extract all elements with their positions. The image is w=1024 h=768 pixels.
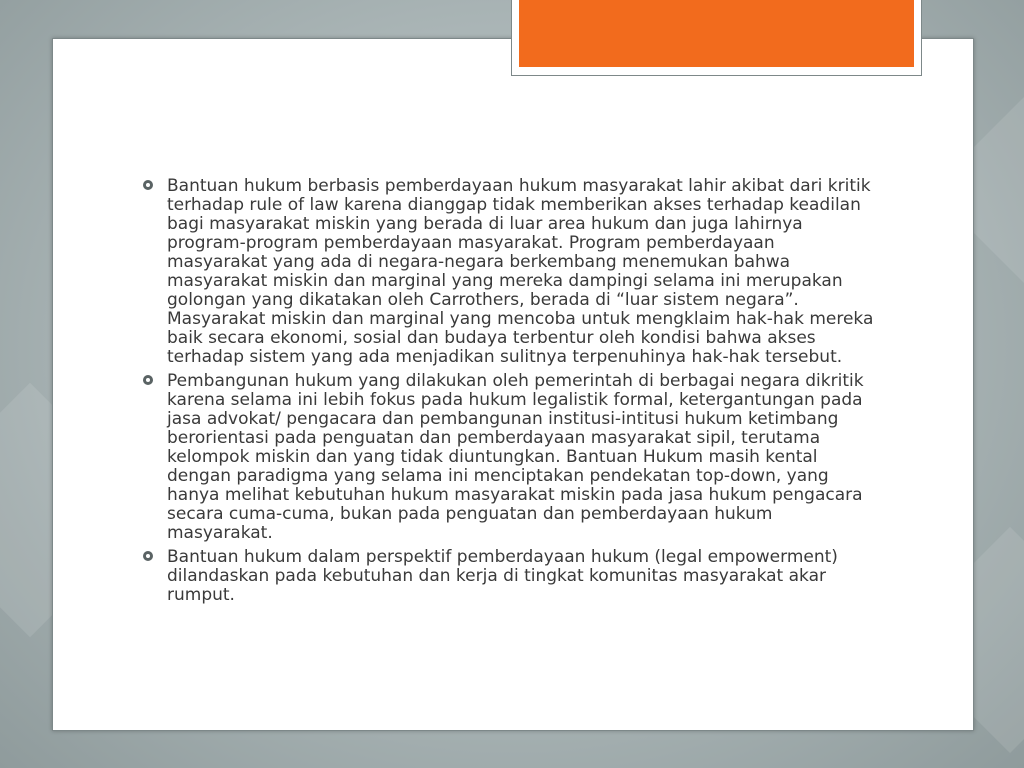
circle-bullet-icon	[143, 180, 153, 190]
bullet-text: Bantuan hukum berbasis pemberdayaan hukum masyarakat lahir akibat dari kritik terhadap rule of law karena dianggap tidak memberikan akses terhadap keadilan bagi masyarakat miskin yang berada di luar area hukum dan juga lahirnya program-program pemberdayaan masyarakat. Program pemberdayaan masyarakat yang ada di negara-negara berkembang menemukan bahwa masyarakat miskin dan marginal yang mereka dampingi selama ini merupakan golongan yang dikatakan oleh Carrothers, berada di “luar sistem negara”. Masyarakat miskin dan marginal yang mencoba untuk mengklaim hak-hak mereka baik secara ekonomi, sosial dan budaya terbentur oleh kondisi bahwa akses terhadap sistem yang ada menjadikan sulitnya terpenuhinya hak-hak tersebut.	[167, 176, 874, 367]
bullet-item	[143, 548, 878, 605]
accent-bar	[519, 0, 914, 67]
circle-bullet-icon	[143, 551, 153, 561]
circle-bullet-icon	[143, 375, 153, 385]
bullet-text: Bantuan hukum dalam perspektif pemberdayaan hukum (legal empowerment) dilandaskan pada kebutuhan dan kerja di tingkat komunitas masyarakat akar rumput.	[167, 547, 838, 605]
bullet-item	[143, 177, 878, 367]
bullet-text: Pembangunan hukum yang dilakukan oleh pemerintah di berbagai negara dikritik karena selama ini lebih fokus pada hukum legalistik formal, ketergantungan pada jasa advokat/ pengacara dan pembangunan institusi-intitusi hukum ketimbang berorientasi pada penguatan dan pemberdayaan masyarakat sipil, terutama kelompok miskin dan yang tidak diuntungkan. Bantuan Hukum masih kental dengan paradigma yang selama ini menciptakan pendekatan top-down, yang hanya melihat kebutuhan hukum masyarakat miskin pada jasa hukum pengacara secara cuma-cuma, bukan pada penguatan dan pemberdayaan hukum masyarakat.	[167, 371, 864, 543]
bullet-list	[143, 177, 878, 610]
bullet-item	[143, 372, 878, 543]
